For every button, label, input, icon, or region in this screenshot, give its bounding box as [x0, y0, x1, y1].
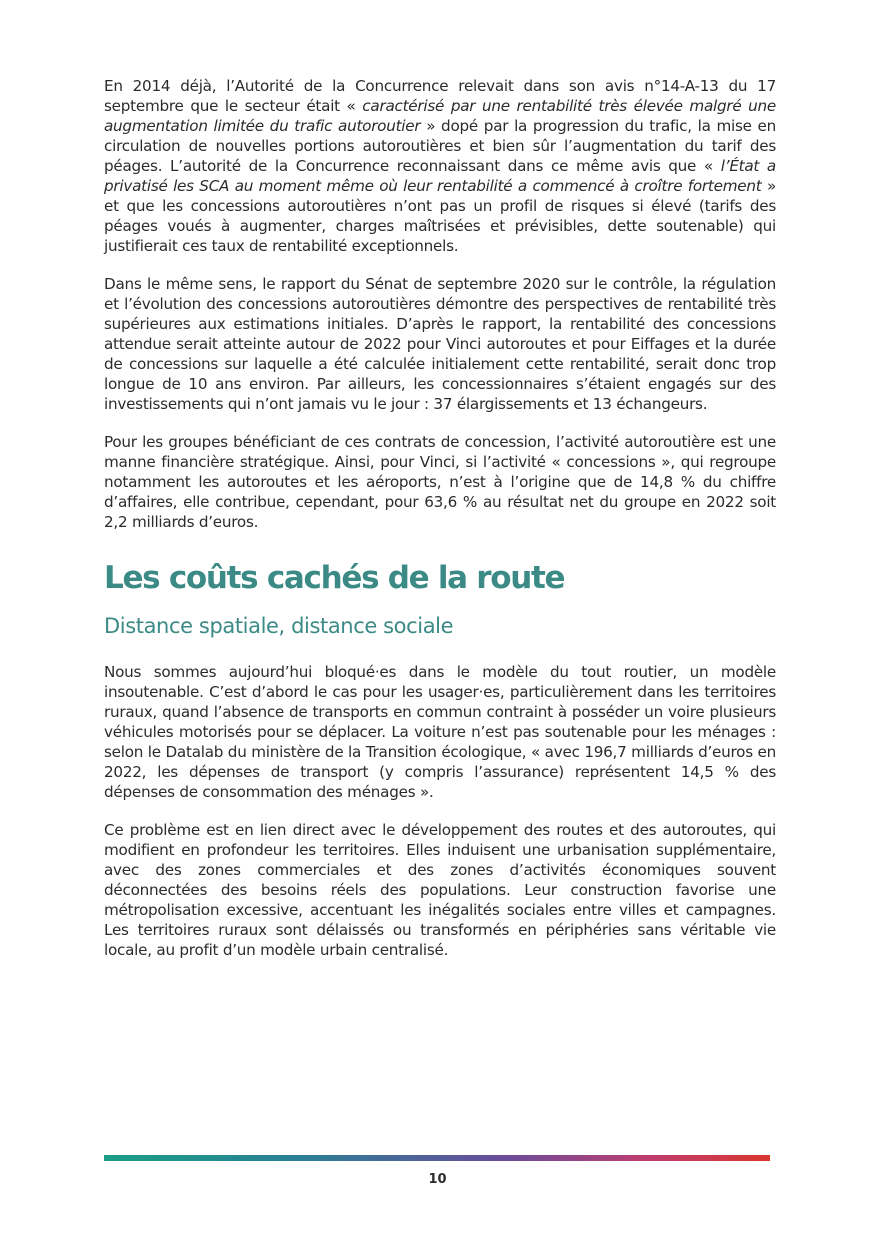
paragraph-tout-routier: Nous sommes aujourd’hui bloqué·es dans le modèle du tout routier, un modèle insoutenable. C’est d’abord le cas pour les usager·es, particulièrement dans les territoires ruraux, quand l’absence de transports en commun contraint à posséder un voire plusieurs véhicules motorisés pour se déplacer. La voiture n’est pas soutenable pour les ménages : selon le Datalab du ministère de la Transition écologique, « avec 196,7 milliards d’euros en 2022, les dépenses de transport (y compris l’assurance) représentent 14,5 % des dépenses de consommation des ménages ».	[104, 663, 776, 801]
section-title: Les coûts cachés de la route	[104, 560, 565, 596]
quote-italic: l’État a privatisé les SCA au moment même où leur rentabilité a commencé à croître fortement	[104, 157, 776, 195]
paragraph-urbanisation: Ce problème est en lien direct avec le développement des routes et des autoroutes, qui modifient en profondeur les territoires. Elles induisent une urbanisation supplémentaire, avec des zones commerciales et des zones d’activités économiques souvent déconnectées des besoins réels des populations. Leur construction favorise une métropolisation excessive, accentuant les inégalités sociales entre villes et campagnes. Les territoires ruraux sont délaissés ou transformés en périphéries sans véritable vie locale, au profit d’un modèle urbain centralisé.	[104, 821, 776, 959]
paragraph-text: » dopé par la progression du trafic, la mise en circulation de nouvelles portions autoroutières et bien sûr l’augmentation du tarif des péages. L’autorité de la Concurrence reconnaissant dans ce même avis que «	[104, 117, 777, 175]
page-number: 10	[428, 1172, 447, 1187]
subsection-title: Distance spatiale, distance sociale	[104, 614, 454, 638]
paragraph-autorite-concurrence	[104, 76, 776, 256]
paragraph-text: » et que les concessions autoroutières n’ont pas un profil de risques si élevé (tarifs des péages voués à augmenter, charges maîtrisées et prévisibles, dette soutenable) qui justifierait ces taux de rentabilité exceptionnels.	[104, 177, 776, 255]
paragraph-text: En 2014 déjà, l’Autorité de la Concurrence relevait dans son avis n°14-A-13 du 17 septembre que le secteur était «	[104, 77, 776, 115]
quote-italic: caractérisé par une rentabilité très élevée malgré une augmentation limitée du trafic autoroutier	[104, 97, 776, 135]
paragraph-rapport-senat: Dans le même sens, le rapport du Sénat de septembre 2020 sur le contrôle, la régulation et l’évolution des concessions autoroutières démontre des perspectives de rentabilité très supérieures aux estimations initiales. D’après le rapport, la rentabilité des concessions attendue serait atteinte autour de 2022 pour Vinci autoroutes et pour Eiffages et la durée de concessions sur laquelle a été calculée initialement cette rentabilité, serait donc trop longue de 10 ans environ. Par ailleurs, les concessionnaires s’étaient engagés sur des investissements qui n’ont jamais vu le jour : 37 élargissements et 13 échangeurs.	[104, 275, 776, 413]
page-content	[104, 76, 776, 960]
paragraph-vinci: Pour les groupes bénéficiant de ces contrats de concession, l’activité autoroutière est une manne financière stratégique. Ainsi, pour Vinci, si l’activité « concessions », qui regroupe notamment les autoroutes et les aéroports, n’est à l’origine que de 14,8 % du chiffre d’affaires, elle contribue, cependant, pour 63,6 % au résultat net du groupe en 2022 soit 2,2 milliards d’euros.	[104, 433, 776, 531]
footer-gradient-rule	[104, 1155, 770, 1161]
